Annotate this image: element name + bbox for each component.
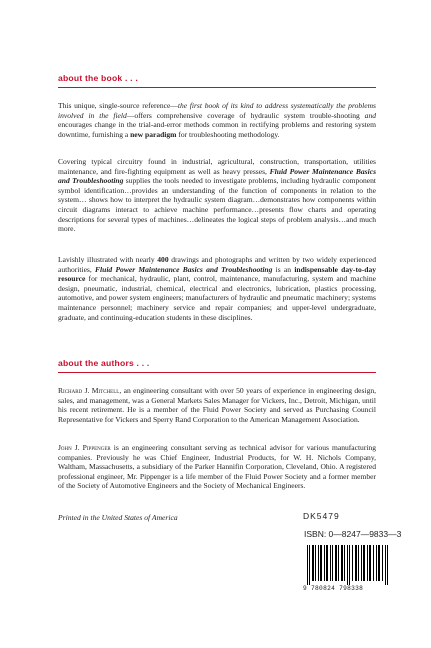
- p3-text-a: Lavishly illustrated with nearly: [58, 255, 158, 264]
- p3-resource: indispensable day-to-day resource: [58, 264, 376, 284]
- author-mitchell-bio: , an engineering consultant with over 50 years of experience in engineering design, sales, and management, was a General Markets Sales Manager for Vickers, Inc., Detroit, Michigan, until his recent retirement. He is a member of the Fluid Power Society and served as Purchasing Council Representative for Vickers and Sperry Rand Corporation to the American Management Association.: [58, 386, 376, 424]
- author-pippenger-name: John J. Pippenger: [58, 443, 111, 452]
- p3-text-e: is an: [272, 264, 295, 274]
- p2-text-a: Covering typical circuitry found in industrial, agricultural, construction, transportation, utilities maintenance, and fire-fighting equipment as well as heavy presses,: [58, 157, 376, 176]
- about-book-paragraph-1: [58, 101, 376, 139]
- p1-text-c: —offers comprehensive coverage of hydraulic system trouble-shooting: [126, 110, 365, 120]
- p1-text-g: for troubleshooting methodology.: [176, 129, 280, 139]
- author-pippenger-bio: is an engineering consultant serving as technical advisor for various manufacturing companies. Previously he was Chief Engineer, Industrial Products, for W. H. Nichols Company, Waltham, Massachusetts, a subsidiary of the Parker Hannifin Corporation, Cleveland, Ohio. A registered professional engineer, Mr. Pippenger is a life member of the Fluid Power Society and a former member of the Society of Automotive Engineers and the Society of Mechanical Engineers.: [58, 443, 376, 491]
- isbn-barcode: [305, 545, 391, 585]
- p3-book-title: Fluid Power Maintenance Basics and Troubleshooting: [95, 264, 273, 274]
- dk-catalog-number: DK5479: [303, 511, 340, 521]
- p1-text-e: encourages change in the trial-and-error methods common in rectifying problems and restoring system downtime, furnishing a: [58, 120, 376, 139]
- about-book-paragraph-2: [58, 157, 376, 234]
- p1-text-d: and: [364, 110, 376, 120]
- author-pippenger-paragraph: [58, 443, 376, 491]
- p3-text-g: for mechanical, hydraulic, plant, control, maintenance, manufacturing, system and machine design, pneumatic, industrial, chemical, electrical and electronics, lubrication, plastics processing, automotive, and power system engineers; manufacturers of hydraulic and pneumatic machinery; systems maintenance personnel; machinery service and repair companies; and upper-level undergraduate, graduate, and continuing-education students in these disciplines.: [58, 274, 376, 322]
- barcode-digits: 9 780824 798338: [303, 585, 364, 592]
- about-the-book-rule: [58, 87, 376, 88]
- p3-count: 400: [157, 255, 169, 264]
- isbn-text: ISBN: 0—8247—9833—3: [304, 529, 402, 539]
- p1-new-paradigm: new paradigm: [130, 129, 177, 139]
- p1-text-a: This unique, single-source reference—: [58, 101, 178, 110]
- printed-in-usa: Printed in the United States of America: [58, 513, 178, 522]
- p3-text-c: drawings and photographs and written by two widely experienced authorities,: [58, 255, 376, 274]
- author-mitchell-name: Richard J. Mitchell: [58, 386, 120, 395]
- about-book-paragraph-3: [58, 255, 376, 322]
- about-the-authors-rule: [58, 372, 376, 373]
- about-the-authors-heading: about the authors . . .: [58, 358, 150, 368]
- author-mitchell-paragraph: [58, 386, 376, 424]
- p1-text-b: the first book of its kind to address systematically the problems involved in the field: [58, 101, 376, 120]
- p2-book-title: Fluid Power Maintenance Basics and Troubleshooting: [58, 166, 376, 186]
- p2-text-c: supplies the tools needed to investigate problems, including hydraulic component symbol identification…provides an understanding of the function of components in relation to the system… shows how to interpret the hydraulic system diagram…demonstrates how components within circuit diagrams interact to achieve machine performance…presents flow charts and operating descriptions for several types of machines…delineates the logical steps of problem analysis…and much more.: [58, 176, 377, 234]
- about-the-book-heading: about the book . . .: [58, 73, 138, 83]
